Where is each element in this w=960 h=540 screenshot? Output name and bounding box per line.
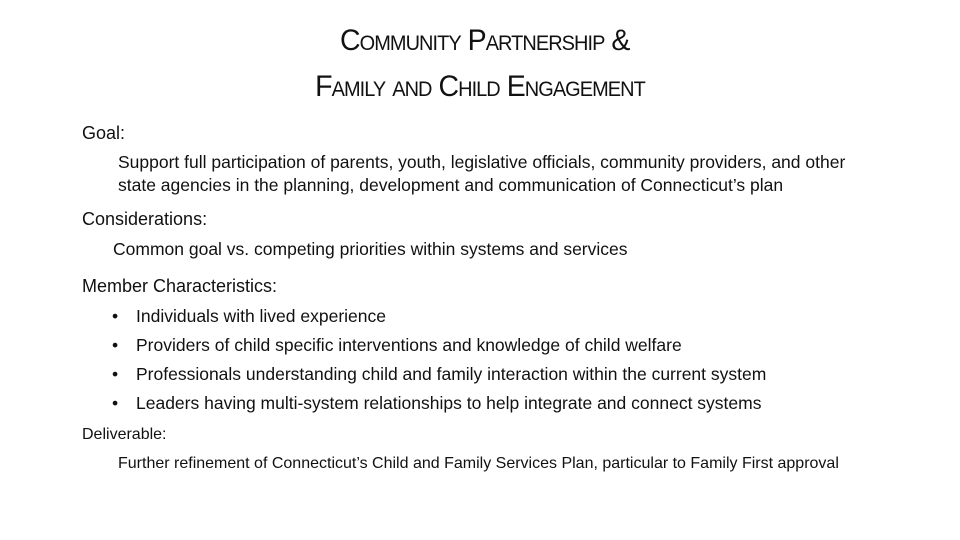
bullet-icon: • — [112, 335, 119, 355]
list-item — [82, 360, 942, 389]
list-item-text: Individuals with lived experience — [136, 306, 386, 326]
bullet-icon: • — [112, 393, 119, 413]
considerations-heading: Considerations: — [82, 209, 208, 229]
member-characteristics-list — [82, 302, 942, 418]
goal-text: Support full participation of parents, youth, legislative officials, community providers, and other state agencies in the planning, development and communication of Connecticut’s plan — [118, 152, 846, 195]
bullet-icon: • — [112, 306, 119, 326]
list-item-text: Leaders having multi-system relationships to help integrate and connect systems — [136, 393, 762, 413]
list-item-text: Professionals understanding child and family interaction within the current system — [136, 364, 767, 384]
list-item-text: Providers of child specific interventions and knowledge of child welfare — [136, 335, 682, 355]
title-line-1: Community Partnership & — [340, 24, 630, 57]
considerations-text: Common goal vs. competing priorities within systems and services — [113, 239, 628, 259]
deliverable-heading: Deliverable: — [82, 426, 167, 443]
list-item — [82, 302, 942, 331]
goal-heading: Goal: — [82, 123, 126, 143]
slide-body — [82, 122, 942, 475]
bullet-icon: • — [112, 364, 119, 384]
title-line-2: Family and Child Engagement — [315, 70, 645, 103]
member-characteristics-heading: Member Characteristics: — [82, 276, 278, 296]
slide-title — [24, 18, 936, 110]
deliverable-text: Further refinement of Connecticut’s Child and Family Services Plan, particular to Family First approval — [118, 455, 839, 472]
list-item — [82, 331, 942, 360]
list-item — [82, 389, 942, 418]
